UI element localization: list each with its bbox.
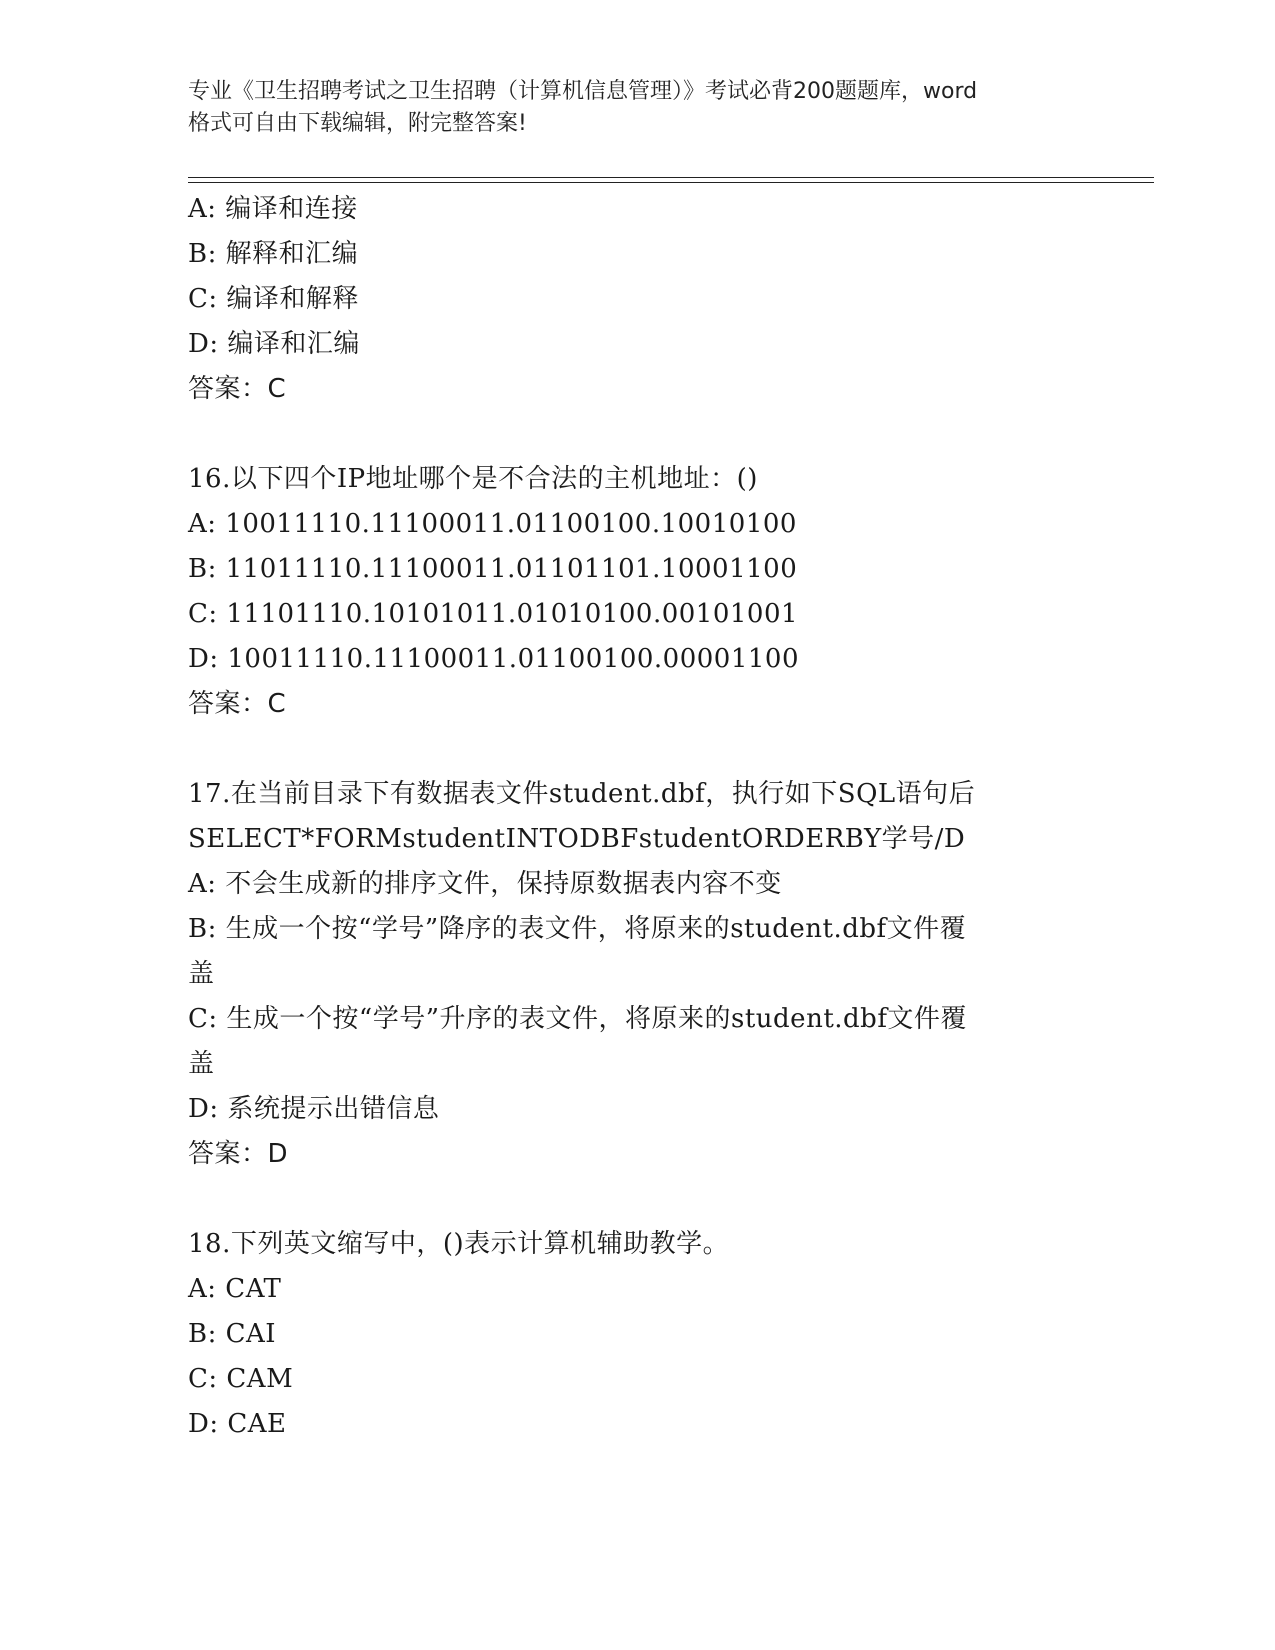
q16-answer: 答案：C [188, 689, 287, 719]
document-header [188, 76, 1088, 140]
header-line-2: 格式可自由下载编辑，附完整答案! [188, 111, 527, 136]
q16-option-b: B: 11011110.11100011.01101101.10001100 [188, 554, 798, 584]
q18-question: 18.下列英文缩写中，()表示计算机辅助教学。 [188, 1229, 730, 1259]
q15-option-a: A: 编译和连接 [188, 194, 358, 224]
header-divider-top [188, 177, 1154, 178]
q15-option-c: C: 编译和解释 [188, 284, 359, 314]
q18-option-b: B: CAI [188, 1319, 277, 1349]
q17-answer: 答案：D [188, 1139, 289, 1169]
q16-option-c: C: 11101110.10101011.01010100.00101001 [188, 599, 799, 629]
q17-option-b-wrap: 盖 [188, 959, 215, 989]
header-divider-bottom [188, 182, 1154, 183]
q17-option-c: C: 生成一个按“学号”升序的表文件，将原来的student.dbf文件覆 [188, 1004, 967, 1034]
q17-option-a: A: 不会生成新的排序文件，保持原数据表内容不变 [188, 869, 782, 899]
q15-option-b: B: 解释和汇编 [188, 239, 359, 269]
q18-option-c: C: CAM [188, 1364, 294, 1394]
q17-question-line-1: 17.在当前目录下有数据表文件student.dbf，执行如下SQL语句后 [188, 779, 976, 809]
q15-answer: 答案：C [188, 374, 287, 404]
q17-option-d: D: 系统提示出错信息 [188, 1094, 440, 1124]
q16-question: 16.以下四个IP地址哪个是不合法的主机地址：() [188, 464, 758, 494]
q15-option-d: D: 编译和汇编 [188, 329, 360, 359]
q17-question-line-2: SELECT*FORMstudentINTODBFstudentORDERBY学号/D [188, 824, 966, 854]
q18-option-d: D: CAE [188, 1409, 287, 1439]
q17-option-c-wrap: 盖 [188, 1049, 215, 1079]
q16-option-d: D: 10011110.11100011.01100100.00001100 [188, 644, 800, 674]
q16-option-a: A: 10011110.11100011.01100100.10010100 [188, 509, 797, 539]
header-line-1: 专业《卫生招聘考试之卫生招聘（计算机信息管理）》考试必背200题题库，word [188, 79, 978, 104]
q17-option-b: B: 生成一个按“学号”降序的表文件，将原来的student.dbf文件覆 [188, 914, 967, 944]
q18-option-a: A: CAT [188, 1274, 282, 1304]
